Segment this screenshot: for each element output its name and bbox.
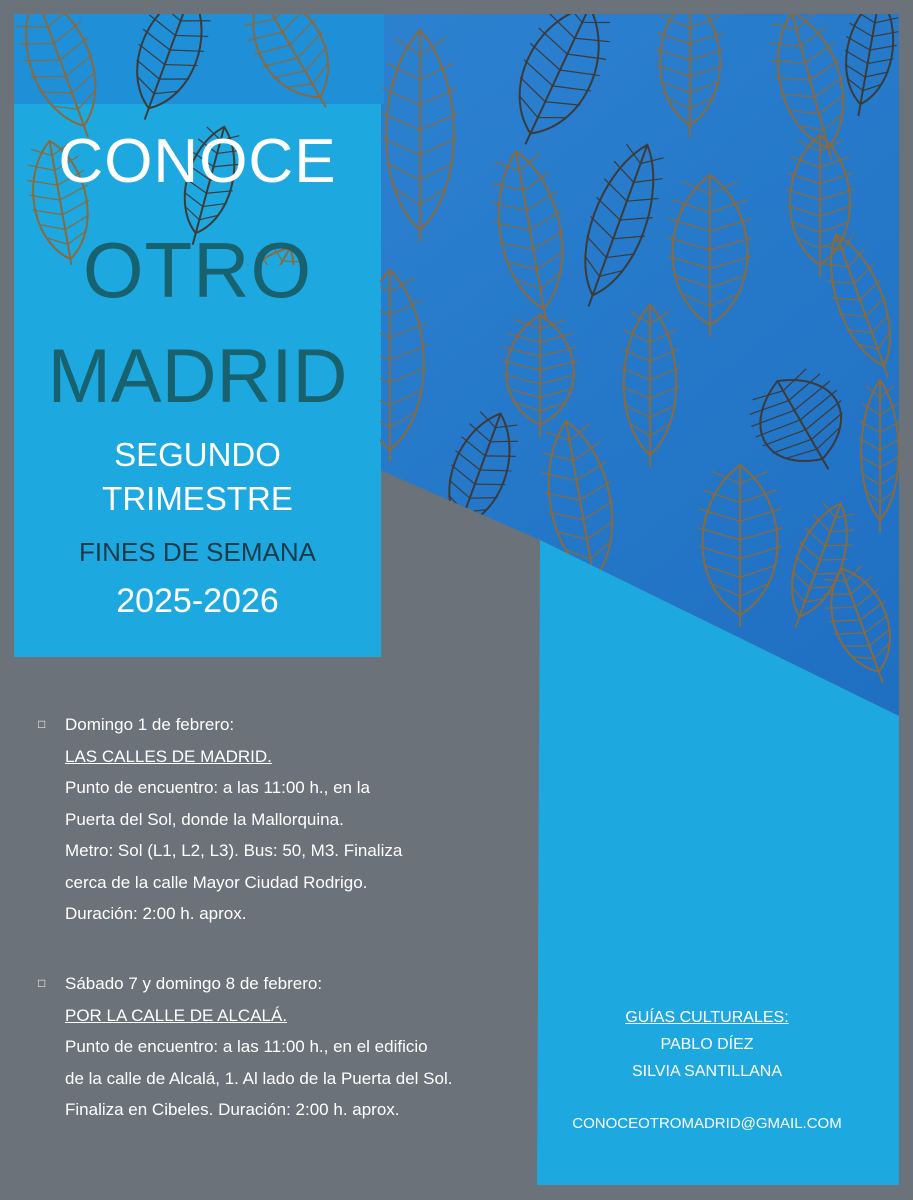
event-detail: Duración: 2:00 h. aprox. [65, 904, 247, 923]
checkbox-bullet-icon: □ [38, 717, 46, 731]
event-item [38, 709, 508, 930]
event-detail: Punto de encuentro: a las 11:00 h., en la [65, 778, 370, 797]
event-detail: Puerta del Sol, donde la Mallorquina. [65, 809, 344, 829]
title-otro: OTRO [82, 226, 313, 314]
guide-name: PABLO DÍEZ [660, 1036, 754, 1053]
subtitle-segundo: SEGUNDO [114, 436, 281, 473]
checkbox-bullet-icon: □ [38, 976, 46, 990]
title-conoce: CONOCE [58, 127, 337, 196]
guides-block [537, 1004, 877, 1137]
event-detail: Finaliza en Cibeles. Duración: 2:00 h. aprox. [65, 1100, 400, 1119]
contact-email[interactable]: CONOCEOTROMADRID@GMAIL.COM [572, 1115, 842, 1132]
years-label: 2025-2026 [116, 582, 279, 620]
event-name: LAS CALLES DE MADRID. [65, 746, 272, 766]
guides-header: GUÍAS CULTURALES: [625, 1009, 789, 1026]
event-detail: de la calle de Alcalá, 1. Al lado de la Puerta del Sol. [65, 1068, 453, 1088]
event-detail: Metro: Sol (L1, L2, L3). Bus: 50, M3. Finaliza [65, 841, 403, 860]
event-detail: Punto de encuentro: a las 11:00 h., en el edificio [65, 1037, 428, 1056]
event-name: POR LA CALLE DE ALCALÁ. [65, 1005, 288, 1025]
event-detail: cerca de la calle Mayor Ciudad Rodrigo. [65, 872, 368, 892]
title-madrid: MADRID [47, 334, 348, 419]
event-item [38, 968, 508, 1126]
event-date: Sábado 7 y domingo 8 de febrero: [65, 974, 323, 993]
guide-name: SILVIA SANTILLANA [632, 1063, 782, 1080]
event-date: Domingo 1 de febrero: [65, 715, 235, 734]
subtitle-trimestre: TRIMESTRE [102, 480, 293, 517]
schedule-label: FINES DE SEMANA [79, 537, 316, 567]
top-band [0, 0, 913, 14]
